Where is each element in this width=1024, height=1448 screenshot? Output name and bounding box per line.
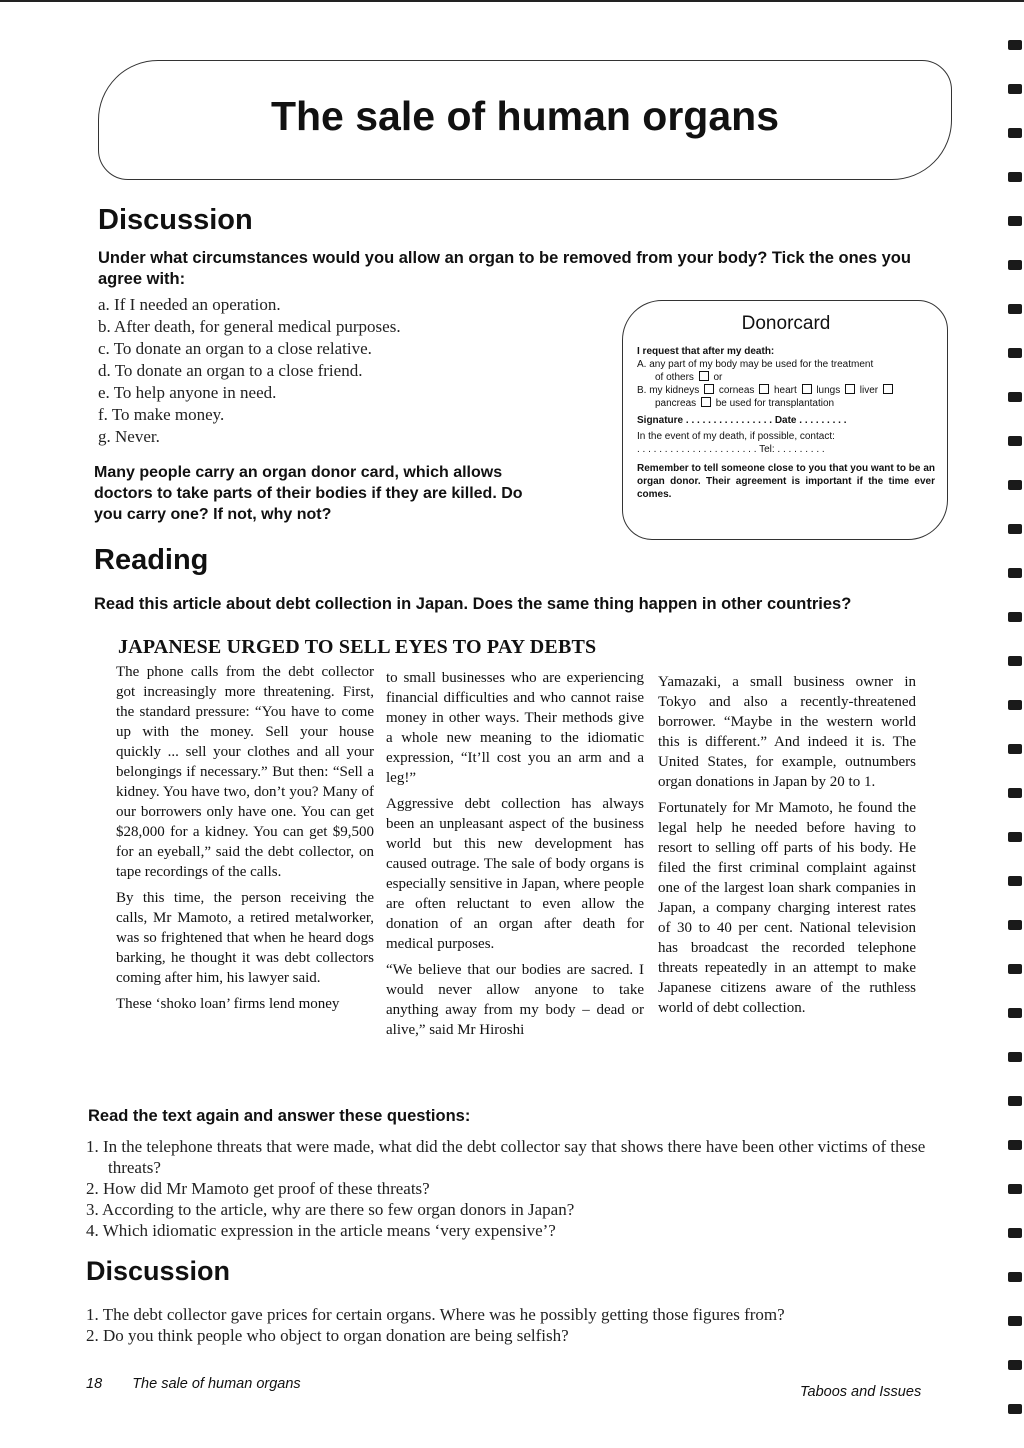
signature-field[interactable]: Signature . . . . . . . . . . . . . . . . [637, 415, 773, 426]
donor-card-option-a-cont [637, 371, 935, 384]
footer-book-section: Taboos and Issues [800, 1384, 922, 1400]
binding-ring [1008, 1404, 1022, 1414]
donor-card-option-b [637, 384, 935, 397]
article-paragraph: By this time, the person receiving the calls, Mr Mamoto, a retired metalworker, was so frightened that when he heard dogs barking, he thought it was debt collectors coming after him, his lawyer said. [116, 890, 374, 986]
option-item: c. To donate an organ to a close relative. [98, 339, 372, 358]
binding-ring [1008, 1052, 1022, 1062]
binding-ring [1008, 964, 1022, 974]
article-column-3 [658, 672, 916, 1024]
binding-ring [1008, 744, 1022, 754]
binding-ring [1008, 40, 1022, 50]
binding-ring [1008, 656, 1022, 666]
option-a-or: or [713, 372, 723, 383]
article-paragraph: Aggressive debt collection has always been an unpleasant aspect of the business world but this new development has caused outrage. The sale of body organs is especially sensitive in Japan, where people are often reluctant to even allow the donation of an organ after death for medical purposes. [386, 796, 644, 952]
discussion-heading-2: Discussion [86, 1256, 231, 1286]
discussion-questions-2 [86, 1304, 946, 1346]
title-banner [98, 60, 952, 180]
checkbox-lungs[interactable] [845, 384, 855, 394]
donor-card [622, 300, 948, 540]
option-item: a. If I needed an operation. [98, 295, 281, 314]
checkbox-heart[interactable] [802, 384, 812, 394]
organ-liver: liver [859, 385, 879, 396]
organ-lungs: lungs [816, 385, 841, 396]
binding-ring [1008, 1184, 1022, 1194]
donor-card-event: In the event of my death, if possible, contact: [637, 431, 835, 442]
option-b-end: be used for transplantation [715, 398, 835, 409]
binding-ring [1008, 788, 1022, 798]
date-field[interactable]: Date . . . . . . . . . [774, 415, 847, 426]
option-item: g. Never. [98, 427, 160, 446]
article-paragraph: “We believe that our bodies are sacred. I would never allow anyone to take anything away from my body – dead or alive,” said Mr Hiroshi [386, 962, 644, 1038]
binding-ring [1008, 1140, 1022, 1150]
binding-ring [1008, 700, 1022, 710]
page-title: The sale of human organs [270, 93, 780, 139]
binding-ring [1008, 1008, 1022, 1018]
article-paragraph: These ‘shoko loan’ firms lend money [116, 996, 340, 1012]
donor-card-option-b-cont [637, 397, 935, 410]
discussion-question: 2. Do you think people who object to organ donation are being selfish? [86, 1326, 569, 1345]
donor-card-option-a [637, 358, 935, 371]
option-a-text-cont: of others [655, 372, 694, 383]
comprehension-question: 3. According to the article, why are there so few organ donors in Japan? [86, 1200, 575, 1219]
binding-ring [1008, 920, 1022, 930]
donor-card-question: Many people carry an organ donor card, which allows doctors to take parts of their bodies if they are killed. Do you carry one? If not, why not? [94, 464, 523, 523]
article-column-1 [116, 662, 374, 1020]
tel-field[interactable]: Tel: . . . . . . . . . [759, 444, 825, 455]
spiral-binding [1000, 0, 1024, 1448]
comprehension-questions [86, 1136, 946, 1241]
checkbox-liver[interactable] [883, 384, 893, 394]
option-item: b. After death, for general medical purposes. [98, 317, 401, 336]
option-item: f. To make money. [98, 405, 225, 424]
option-a-text: A. any part of my body may be used for the treatment [637, 359, 874, 370]
discussion-question: 1. The debt collector gave prices for certain organs. Where was he possibly getting those figures from? [86, 1305, 785, 1324]
checkbox-pancreas[interactable] [701, 397, 711, 407]
discussion-question: Under what circumstances would you allow an organ to be removed from your body? Tick the ones you agree with: [98, 249, 911, 288]
comprehension-question: 1. In the telephone threats that were made, what did the debt collector say that shows there have been other victims of these threats? [86, 1137, 926, 1177]
article-headline: JAPANESE URGED TO SELL EYES TO PAY DEBTS [118, 636, 597, 658]
organ-corneas: corneas [718, 385, 755, 396]
reading-instruction: Read this article about debt collection in Japan. Does the same thing happen in other countries? [94, 595, 852, 613]
checkbox-others[interactable] [699, 371, 709, 381]
binding-ring [1008, 1360, 1022, 1370]
footer-page-title: The sale of human organs [132, 1376, 301, 1392]
binding-ring [1008, 876, 1022, 886]
discussion-heading: Discussion [98, 204, 253, 236]
donor-card-signature-row [637, 414, 935, 427]
binding-ring [1008, 568, 1022, 578]
binding-ring [1008, 304, 1022, 314]
binding-ring [1008, 1272, 1022, 1282]
donor-card-title: Donorcard [741, 313, 831, 334]
binding-ring [1008, 1316, 1022, 1326]
donor-card-remember: Remember to tell someone close to you that you want to be an organ donor. Their agreement is important if the time ever comes. [637, 463, 935, 500]
options-list [98, 294, 598, 448]
binding-ring [1008, 392, 1022, 402]
article-column-2 [386, 668, 644, 1046]
donor-card-contact-row [637, 443, 935, 456]
binding-ring [1008, 348, 1022, 358]
binding-ring [1008, 172, 1022, 182]
page-number: 18 [86, 1376, 103, 1392]
binding-ring [1008, 480, 1022, 490]
organ-heart: heart [773, 385, 797, 396]
organ-pancreas: pancreas [655, 398, 697, 409]
article-paragraph: Fortunately for Mr Mamoto, he found the legal help he needed before having to resort to selling off parts of his body. He filed the first criminal complaint against one of the largest loan shark companies in Japan, a company charging interest rates of 30 to 40 per cent. National television has broadcast the recorded telephone threats repeatedly in an attempt to make Japanese citizens aware of the ruthless world of debt collection. [658, 800, 916, 1016]
article-paragraph: to small businesses who are experiencing financial difficulties and who cannot raise money in other ways. Their methods give a whole new meaning to the idiomatic expression, “It’ll cost you an arm and a leg!” [386, 670, 644, 786]
comprehension-heading: Read the text again and answer these questions: [88, 1107, 471, 1125]
contact-field[interactable]: . . . . . . . . . . . . . . . . . . . . . . [637, 444, 757, 455]
binding-ring [1008, 1228, 1022, 1238]
option-item: e. To help anyone in need. [98, 383, 277, 402]
article-paragraph: Yamazaki, a small business owner in Tokyo and also a recently-threatened borrower. “Maybe in the western world this is different.” And indeed it is. The United States, for example, outnumbers organ donations in Japan by 20 to 1. [658, 674, 916, 790]
footer-left [86, 1376, 301, 1392]
binding-ring [1008, 612, 1022, 622]
binding-ring [1008, 1096, 1022, 1106]
option-b-kidneys: B. my kidneys [637, 385, 700, 396]
binding-ring [1008, 128, 1022, 138]
checkbox-kidneys[interactable] [704, 384, 714, 394]
binding-ring [1008, 524, 1022, 534]
binding-ring [1008, 84, 1022, 94]
option-item: d. To donate an organ to a close friend. [98, 361, 363, 380]
comprehension-question: 2. How did Mr Mamoto get proof of these threats? [86, 1179, 430, 1198]
comprehension-question: 4. Which idiomatic expression in the article means ‘very expensive’? [86, 1221, 556, 1240]
binding-ring [1008, 436, 1022, 446]
binding-ring [1008, 216, 1022, 226]
binding-ring [1008, 260, 1022, 270]
reading-heading: Reading [94, 544, 209, 576]
checkbox-corneas[interactable] [759, 384, 769, 394]
article-paragraph: The phone calls from the debt collector got increasingly more threatening. First, the standard pressure: “You have to come up with the money. Sell your house quickly ... sell your clothes and all your belongings if necessary.” But then: “Sell a kidney. You have two, don’t you? Many of our borrowers only have one. You can get $28,000 for a kidney. You can get $9,500 for an eyeball,” said the debt collector, on tape recordings of the calls. [116, 664, 374, 880]
donor-card-request: I request that after my death: [637, 346, 775, 357]
top-edge-rule [0, 0, 1024, 2]
binding-ring [1008, 832, 1022, 842]
